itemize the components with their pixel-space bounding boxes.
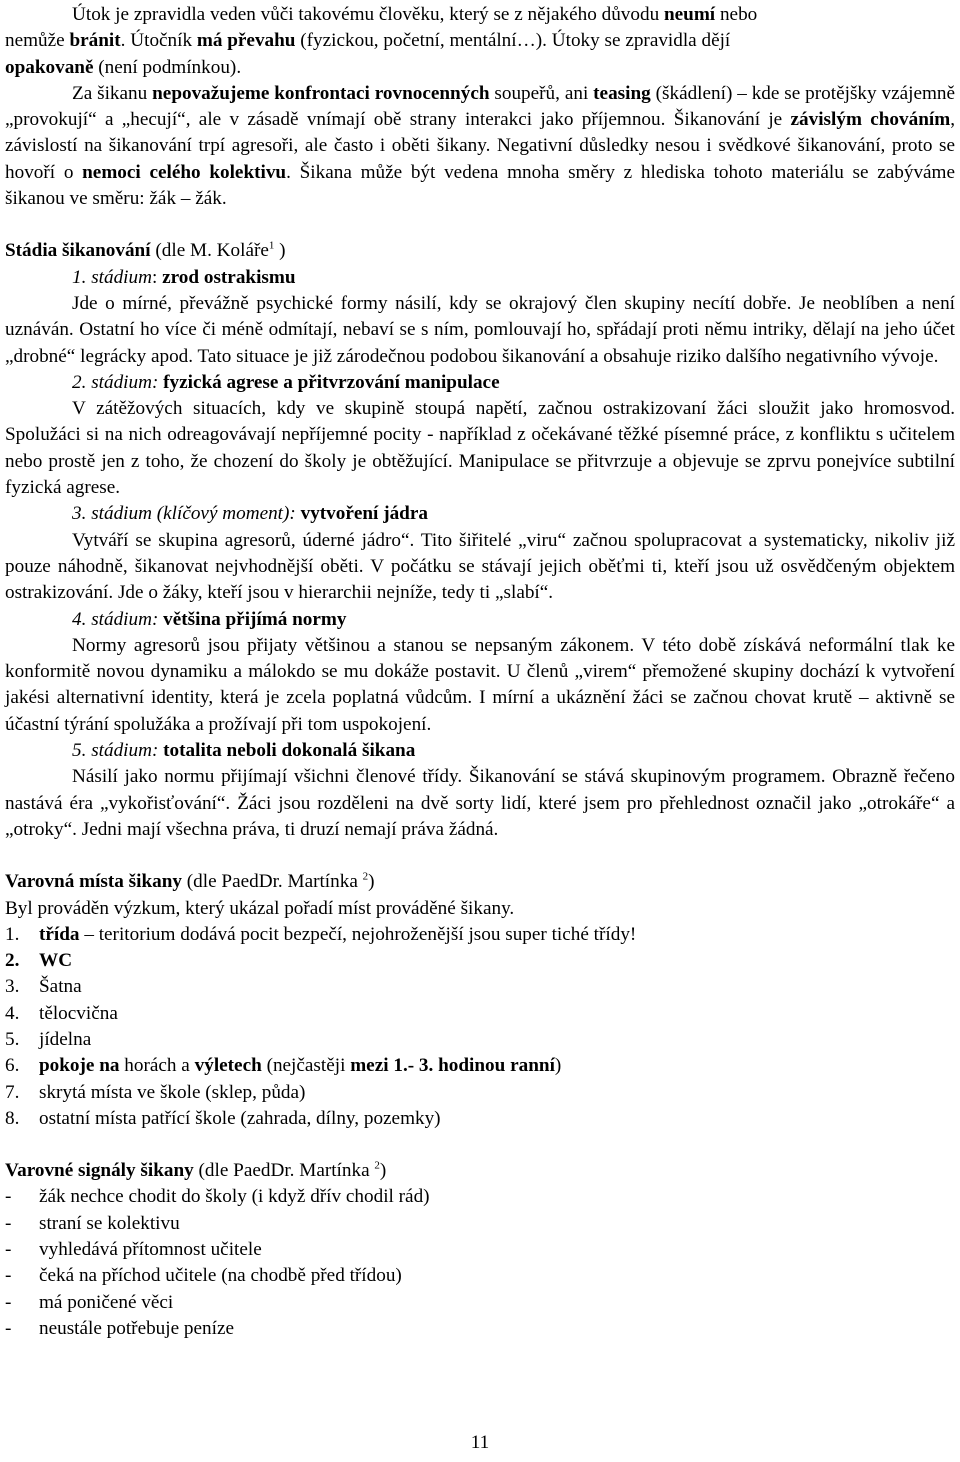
list-text: ostatní místa patřící škole (zahrada, dílny, pozemky)	[39, 1107, 441, 1129]
places-intro: Byl prováděn výzkum, který ukázal pořadí míst prováděné šikany.	[5, 897, 515, 919]
intro-bold: bránit	[69, 30, 121, 52]
stage-number: 4. stádium:	[72, 608, 159, 630]
bullet-dash: -	[5, 1265, 12, 1287]
signals-heading	[5, 1158, 955, 1184]
list-item	[5, 1027, 955, 1053]
bullet-dash: -	[5, 1291, 12, 1313]
intro-paragraph	[5, 2, 955, 1342]
intro-bold: opakovaně	[5, 56, 94, 78]
stage-number: 3. stádium (klíčový moment):	[72, 503, 296, 525]
stage-title: fyzická agrese a přitvrzování manipulace	[158, 371, 500, 393]
spacer	[5, 843, 955, 869]
heading-bold: Varovné signály šikany	[5, 1160, 194, 1182]
heading-text: (dle M. Koláře	[150, 240, 269, 262]
list-bold: mezi	[350, 1055, 389, 1077]
heading-bold: Stádia šikanování	[5, 240, 151, 262]
list-item	[5, 1211, 955, 1237]
spacer	[5, 1132, 955, 1158]
list-item	[5, 1237, 955, 1263]
stage-4-text: Normy agresorů jsou přijaty většinou a stanou se nepsaným zákonem. V této době získává neformální tlak ke konformitě novou dynamiku a málokdo se mu dokáže postavit. U členů „virem“ přemožené skupiny dochází k vytvoření jakési alternativní identity, která je zcela poplatná vůdcům. I mírní a ukáznění žáci se začnou chovat krutě – aktivně se účastní týrání spolužáka a prožívají při tom uspokojení.	[5, 634, 955, 735]
stages-heading	[5, 238, 955, 264]
footnote-ref: 2	[362, 870, 369, 883]
heading-text: (dle PaedDr. Martínka	[182, 871, 363, 893]
list-rest: (nejčastěji	[261, 1055, 351, 1077]
intro-text: . Útočník	[120, 30, 197, 52]
list-item	[5, 1106, 955, 1132]
stage-title: většina přijímá normy	[158, 608, 347, 630]
teasing-text: , závislostí na šikanování trpí agresoři, ale často i oběti šikany. Negativní důsledky nesou i svědkové šikanování, proto se hovoří o	[5, 109, 955, 183]
list-bold: výletech	[194, 1055, 262, 1077]
list-number: 5.	[5, 1028, 20, 1050]
list-item	[5, 948, 955, 974]
stage-5-heading	[5, 738, 955, 764]
stage-2-text: V zátěžových situacích, kdy ve skupině stoupá napětí, začnou ostrakizovaní žáci sloužit jako hromosvod. Spolužáci si na nich odreagovávají nepříjemné pocity - například z očekávané těžké písemné práce, z konfliktu s učitelem nebo prostě jen z toho, že chození do školy je obtěžující. Manipulace se přitvrzuje a objevuje se zprvu ponejvíce subtilní fyzická agrese.	[5, 398, 955, 499]
heading-text: (dle PaedDr. Martínka	[193, 1160, 375, 1182]
intro-text: (fyzickou, početní, mentální…). Útoky se zpravidla dějí	[295, 30, 731, 52]
stage-4-heading	[5, 607, 955, 633]
intro-text: nemůže	[5, 30, 70, 52]
stage-3-heading	[5, 501, 955, 527]
heading-bold: Varovná místa šikany	[5, 871, 182, 893]
list-item	[5, 1080, 955, 1106]
list-text: má poničené věci	[39, 1291, 174, 1313]
list-bold: WC	[39, 950, 73, 972]
intro-bold: má převahu	[196, 30, 296, 52]
list-item	[5, 1263, 955, 1289]
stage-5-text: Násilí jako normu přijímají všichni členové třídy. Šikanování se stává skupinovým programem. Obrazně řečeno nastává éra „vykořisťování“. Žáci jsou rozděleni na dvě sorty lidí, které jsem pro přehlednost označil jako „otrokáře“ a „otroky“. Jedni mají všechna práva, ti druzí nemají práva žádná.	[5, 766, 955, 840]
bullet-dash: -	[5, 1212, 12, 1234]
heading-text: )	[368, 871, 375, 893]
list-text	[39, 948, 72, 974]
teasing-text: (škádlení) – kde se protějšky vzájemně „provokují“ a „hecují“, ale v zásadě vnímají obě strany interakci jako příjemnou. Šikanování je	[5, 82, 955, 131]
stage-1-heading	[5, 265, 955, 291]
list-item	[5, 1290, 955, 1316]
teasing-text: Za šikanu	[72, 82, 153, 104]
intro-text: nebo	[715, 4, 758, 25]
list-item	[5, 1001, 955, 1027]
places-heading	[5, 869, 955, 895]
stage-number: 2. stádium:	[72, 371, 159, 393]
list-item	[5, 1316, 955, 1342]
list-number: 8.	[5, 1107, 20, 1129]
stage-number: 5. stádium:	[72, 740, 159, 762]
intro-bold: neumí	[663, 4, 716, 25]
list-bold: třída	[39, 923, 80, 945]
list-text: Šatna	[39, 976, 82, 998]
stage-2-heading	[5, 370, 955, 396]
list-text: straní se kolektivu	[39, 1212, 180, 1234]
bullet-dash: -	[5, 1239, 12, 1261]
list-item	[5, 974, 955, 1000]
heading-text: )	[274, 240, 286, 262]
teasing-bold: nemoci celého kolektivu	[82, 161, 287, 183]
list-text: vyhledává přítomnost učitele	[39, 1239, 262, 1261]
stage-title: vytvoření jádra	[295, 503, 428, 525]
stage-1-text: Jde o mírné, převážně psychické formy násilí, kdy se okrajový člen skupiny necítí dobře. Je neoblíben a není uznáván. Ostatní ho více či méně odmítají, nebaví se s ním, pomlouvají ho, spřádají proti němu intriky, dělají na jeho účet „drobné“ legrácky apod. Tato situace je již zárodečnou podobou šikanování a obsahuje riziko dalšího negativního vývoje.	[5, 292, 955, 367]
list-text	[39, 922, 636, 948]
stage-title: totalita neboli dokonalá šikana	[158, 740, 416, 762]
list-text: tělocvična	[39, 1002, 118, 1024]
list-rest: )	[554, 1055, 562, 1077]
list-rest: horách a	[119, 1055, 195, 1077]
list-bold: pokoje na	[39, 1055, 120, 1077]
stage-3-text: Vytváří se skupina agresorů, úderné jádro“. Tito šiřitelé „viru“ začnou spolupracovat a systematicky, nikoliv již pouze náhodně, šikanovat nejvhodnější oběti. V počátku se stávají jejich oběťmi ti, kteří jsou už osvědčeným objektem ostrakizování. Jde o žáky, kteří jsou v hierarchii nejníže, tedy ti „slabí“.	[5, 529, 955, 604]
list-item	[5, 1184, 955, 1210]
teasing-bold: závislým chováním	[790, 109, 951, 131]
bullet-dash: -	[5, 1317, 12, 1339]
list-bold: 1.- 3. hodinou ranní	[393, 1055, 555, 1077]
list-text: jídelna	[39, 1028, 92, 1050]
teasing-bold: nepovažujeme konfrontaci rovnocenných	[152, 82, 490, 104]
stage-number: 1. stádium	[72, 266, 152, 288]
spacer	[5, 212, 955, 238]
bullet-dash: -	[5, 1186, 12, 1208]
list-number: 6.	[5, 1055, 20, 1077]
intro-text: Útok je zpravidla veden vůči takovému člověku, který se z nějakého důvodu	[72, 4, 664, 25]
intro-text: (není podmínkou).	[93, 56, 242, 78]
list-text: žák nechce chodit do školy (i když dřív chodil rád)	[39, 1186, 430, 1208]
list-number: 3.	[5, 976, 20, 998]
list-number: 1.	[5, 923, 20, 945]
list-number: 7.	[5, 1081, 20, 1103]
list-number: 4.	[5, 1002, 20, 1024]
list-text: čeká na příchod učitele (na chodbě před třídou)	[39, 1265, 402, 1287]
stage-colon: :	[151, 266, 163, 288]
list-text	[39, 1053, 561, 1079]
teasing-text: . Šikana může být vedena mnoha směry z hlediska tohoto materiálu se zabýváme šikanou ve směru: žák – žák.	[5, 161, 955, 210]
list-text: neustále potřebuje peníze	[39, 1317, 234, 1339]
list-item	[5, 1053, 955, 1079]
page-number: 11	[470, 1432, 490, 1453]
stage-title: zrod ostrakismu	[162, 266, 296, 288]
teasing-paragraph	[5, 81, 955, 212]
footnote-ref: 2	[374, 1159, 380, 1172]
teasing-bold: teasing	[593, 82, 651, 104]
list-number: 2.	[5, 950, 20, 972]
teasing-text: soupeřů, ani	[489, 82, 594, 104]
list-text: skrytá místa ve škole (sklep, půda)	[39, 1081, 306, 1103]
list-item	[5, 922, 955, 948]
footnote-ref: 1	[268, 239, 275, 252]
heading-text: )	[379, 1160, 387, 1182]
list-rest: – teritorium dodává pocit bezpečí, nejohroženější jsou super tiché třídy!	[79, 923, 637, 945]
